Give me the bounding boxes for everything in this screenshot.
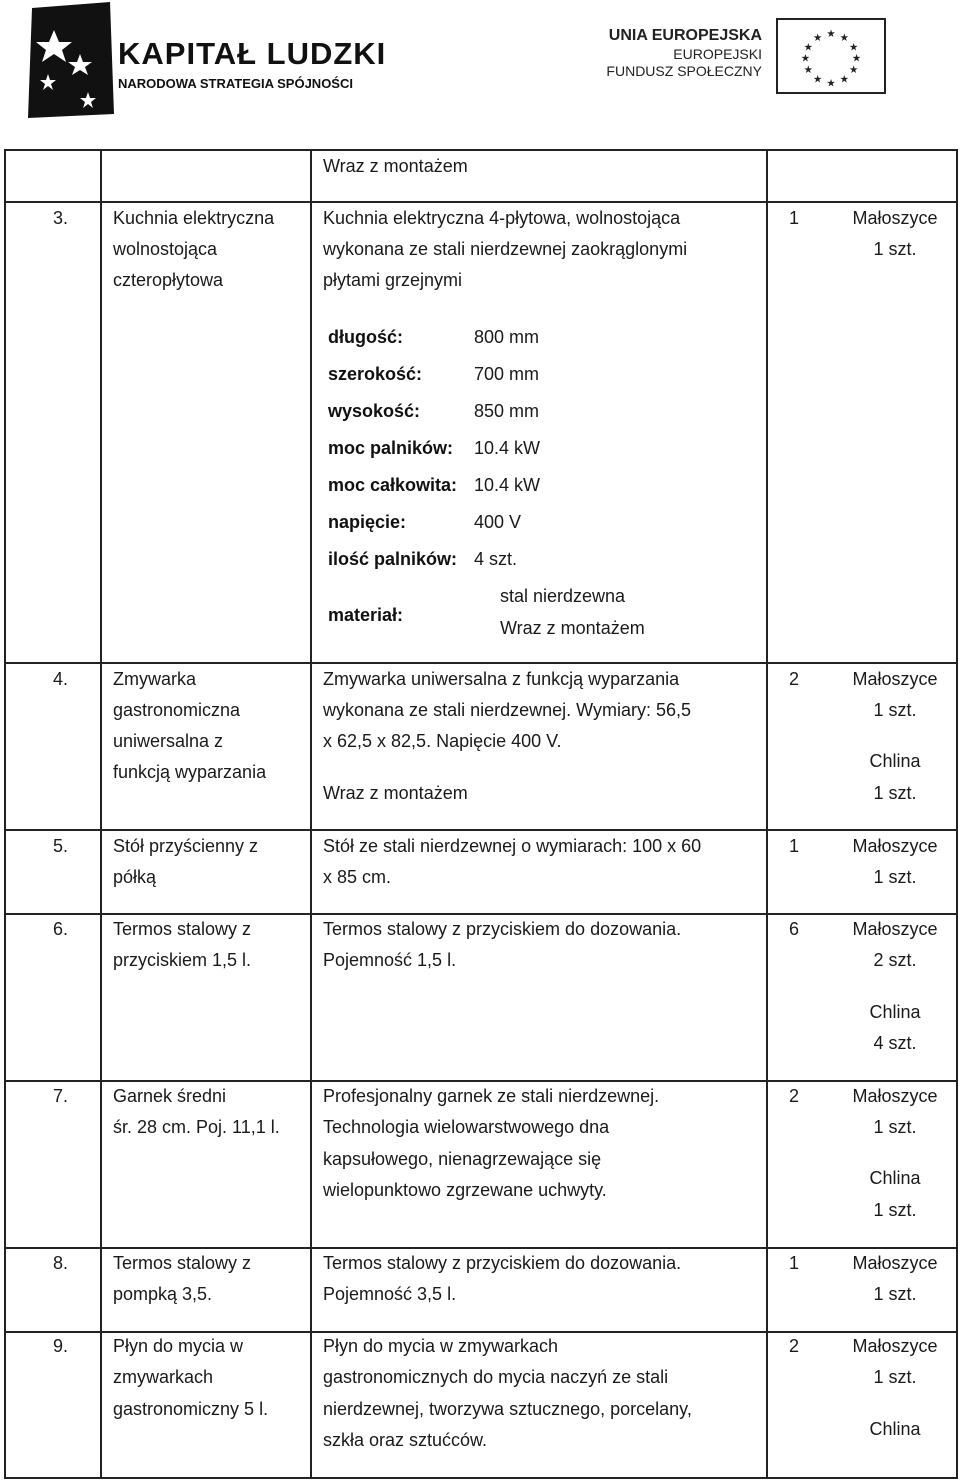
cell-location: Chlina <box>869 751 921 771</box>
cell-location: Chlina <box>869 1168 921 1188</box>
spec-label: napięcie: <box>328 512 407 532</box>
cell-quantity: 2 <box>789 1336 800 1356</box>
spec-value: 850 mm <box>474 401 540 421</box>
cell-location-count: 1 szt. <box>873 1367 917 1387</box>
cell-name-line: Kuchnia elektryczna <box>113 208 275 228</box>
svg-text:★: ★ <box>826 77 836 90</box>
cell-name-line: Zmywarka <box>113 669 197 689</box>
eu-line-2: EUROPEJSKI <box>673 46 762 62</box>
spec-label: wysokość: <box>328 401 421 421</box>
cell-number: 9. <box>53 1336 69 1356</box>
cell-description-line: Kuchnia elektryczna 4-płytowa, wolnostojąca <box>323 208 681 228</box>
eu-line-1: UNIA EUROPEJSKA <box>608 27 762 44</box>
cell-name-line: Stół przyścienny z <box>113 836 259 856</box>
svg-text:★: ★ <box>803 41 813 54</box>
cell-description: Wraz z montażem <box>323 156 468 176</box>
svg-text:★: ★ <box>849 64 859 77</box>
cell-quantity: 1 <box>789 208 800 228</box>
spec-label: ilość palników: <box>328 549 458 569</box>
kapital-ludzki-title: KAPITAŁ LUDZKI <box>118 36 387 71</box>
cell-name-line: Termos stalowy z <box>113 1253 252 1273</box>
cell-description-line: wykonana ze stali nierdzewnej. Wymiary: 56,5 <box>323 700 691 720</box>
cell-location-count: 4 szt. <box>873 1033 917 1053</box>
eu-flag-icon <box>776 18 886 94</box>
cell-name-line: przyciskiem 1,5 l. <box>113 950 252 970</box>
cell-description-line: Technologia wielowarstwowego dna <box>323 1117 610 1137</box>
cell-description-line: Profesjonalny garnek ze stali nierdzewnej. <box>323 1086 660 1106</box>
cell-name-line: wolnostojąca <box>113 239 218 259</box>
cell-quantity: 6 <box>789 919 800 939</box>
table-border-top <box>4 149 958 151</box>
spec-value: Wraz z montażem <box>500 618 645 638</box>
table-border-left <box>4 149 6 1479</box>
spec-value: 10.4 kW <box>474 438 541 458</box>
cell-number: 4. <box>53 669 69 689</box>
cell-location-count: 1 szt. <box>873 700 917 720</box>
spec-label: moc palników: <box>328 438 454 458</box>
cell-location-count: 1 szt. <box>873 783 917 803</box>
cell-name-line: Termos stalowy z <box>113 919 252 939</box>
spec-value: 4 szt. <box>474 549 518 569</box>
cell-name-line: Płyn do mycia w <box>113 1336 244 1356</box>
cell-number: 3. <box>53 208 69 228</box>
cell-description-line: Zmywarka uniwersalna z funkcją wyparzania <box>323 669 680 689</box>
cell-location: Małoszyce <box>852 919 938 939</box>
cell-quantity: 1 <box>789 1253 800 1273</box>
cell-name-line: półką <box>113 867 157 887</box>
svg-text:★: ★ <box>813 31 823 44</box>
spec-value: 700 mm <box>474 364 540 384</box>
svg-text:★: ★ <box>851 52 862 65</box>
cell-name-line: gastronomiczny 5 l. <box>113 1399 269 1419</box>
cell-quantity: 2 <box>789 669 800 689</box>
spec-value: stal nierdzewna <box>500 586 626 606</box>
cell-description-line: Stół ze stali nierdzewnej o wymiarach: 100 x 60 <box>323 836 702 856</box>
cell-description-line: nierdzewnej, tworzywa sztucznego, porcelany, <box>323 1399 692 1419</box>
cell-name-line: gastronomiczna <box>113 700 241 720</box>
page-header <box>0 0 960 140</box>
cell-location: Małoszyce <box>852 208 938 228</box>
table-border-right <box>956 149 958 1479</box>
cell-quantity: 1 <box>789 836 800 856</box>
cell-quantity: 2 <box>789 1086 800 1106</box>
cell-description-line: wykonana ze stali nierdzewnej zaokrąglonymi <box>323 239 688 259</box>
col-divider-3 <box>766 149 768 1479</box>
cell-location: Małoszyce <box>852 1253 938 1273</box>
cell-description-line: x 62,5 x 82,5. Napięcie 400 V. <box>323 731 562 751</box>
svg-text:★: ★ <box>813 73 823 86</box>
cell-number: 5. <box>53 836 69 856</box>
spec-value: 400 V <box>474 512 522 532</box>
svg-text:★: ★ <box>849 41 859 54</box>
table-border-bottom <box>4 1477 958 1479</box>
cell-location: Małoszyce <box>852 1336 938 1356</box>
spec-value: 800 mm <box>474 327 540 347</box>
cell-location-count: 1 szt. <box>873 867 917 887</box>
cell-location-count: 1 szt. <box>873 239 917 259</box>
cell-description-line: kapsułowego, nienagrzewające się <box>323 1149 602 1169</box>
cell-name-line: śr. 28 cm. Poj. 11,1 l. <box>113 1117 280 1137</box>
spec-value: 10.4 kW <box>474 475 541 495</box>
spec-label: moc całkowita: <box>328 475 458 495</box>
cell-number: 8. <box>53 1253 69 1273</box>
cell-number: 7. <box>53 1086 69 1106</box>
svg-text:★: ★ <box>839 31 849 44</box>
cell-name-line: Garnek średni <box>113 1086 227 1106</box>
cell-description-line: Pojemność 1,5 l. <box>323 950 457 970</box>
cell-description-line: wielopunktowo zgrzewane uchwyty. <box>323 1180 607 1200</box>
cell-location: Małoszyce <box>852 669 938 689</box>
cell-name-line: pompką 3,5. <box>113 1284 213 1304</box>
cell-name-line: funkcją wyparzania <box>113 762 267 782</box>
cell-location: Chlina <box>869 1002 921 1022</box>
cell-description-line: płytami grzejnymi <box>323 270 463 290</box>
cell-description-line: Płyn do mycia w zmywarkach <box>323 1336 559 1356</box>
kapital-ludzki-logo-icon <box>18 2 118 120</box>
cell-description-line: x 85 cm. <box>323 867 392 887</box>
svg-text:★: ★ <box>839 73 849 86</box>
cell-description-line: Termos stalowy z przyciskiem do dozowania. <box>323 919 682 939</box>
cell-name-line: zmywarkach <box>113 1367 214 1387</box>
cell-description-line: gastronomicznych do mycia naczyń ze stali <box>323 1367 669 1387</box>
col-divider-2 <box>310 149 312 1479</box>
cell-location-count: 2 szt. <box>873 950 917 970</box>
eu-logo-text <box>606 26 762 80</box>
eu-line-3: FUNDUSZ SPOŁECZNY <box>606 63 762 79</box>
cell-description-line: szkła oraz sztućców. <box>323 1430 488 1450</box>
cell-location-count: 1 szt. <box>873 1284 917 1304</box>
cell-description-line: Termos stalowy z przyciskiem do dozowania. <box>323 1253 682 1273</box>
col-divider-1 <box>100 149 102 1479</box>
cell-location: Małoszyce <box>852 1086 938 1106</box>
cell-location: Chlina <box>869 1419 921 1439</box>
cell-location: Małoszyce <box>852 836 938 856</box>
cell-location-count: 1 szt. <box>873 1117 917 1137</box>
spec-label: materiał: <box>328 605 404 625</box>
cell-description-line: Pojemność 3,5 l. <box>323 1284 457 1304</box>
cell-location-count: 1 szt. <box>873 1200 917 1220</box>
svg-text:★: ★ <box>826 28 836 41</box>
svg-text:★: ★ <box>800 52 811 65</box>
cell-description-line: Wraz z montażem <box>323 783 468 803</box>
spec-label: długość: <box>328 327 403 347</box>
cell-name-line: uniwersalna z <box>113 731 224 751</box>
svg-text:★: ★ <box>803 64 813 77</box>
spec-label: szerokość: <box>328 364 423 384</box>
cell-number: 6. <box>53 919 69 939</box>
cell-name-line: czteropłytowa <box>113 270 224 290</box>
kapital-ludzki-subtitle: NARODOWA STRATEGIA SPÓJNOŚCI <box>118 76 353 91</box>
